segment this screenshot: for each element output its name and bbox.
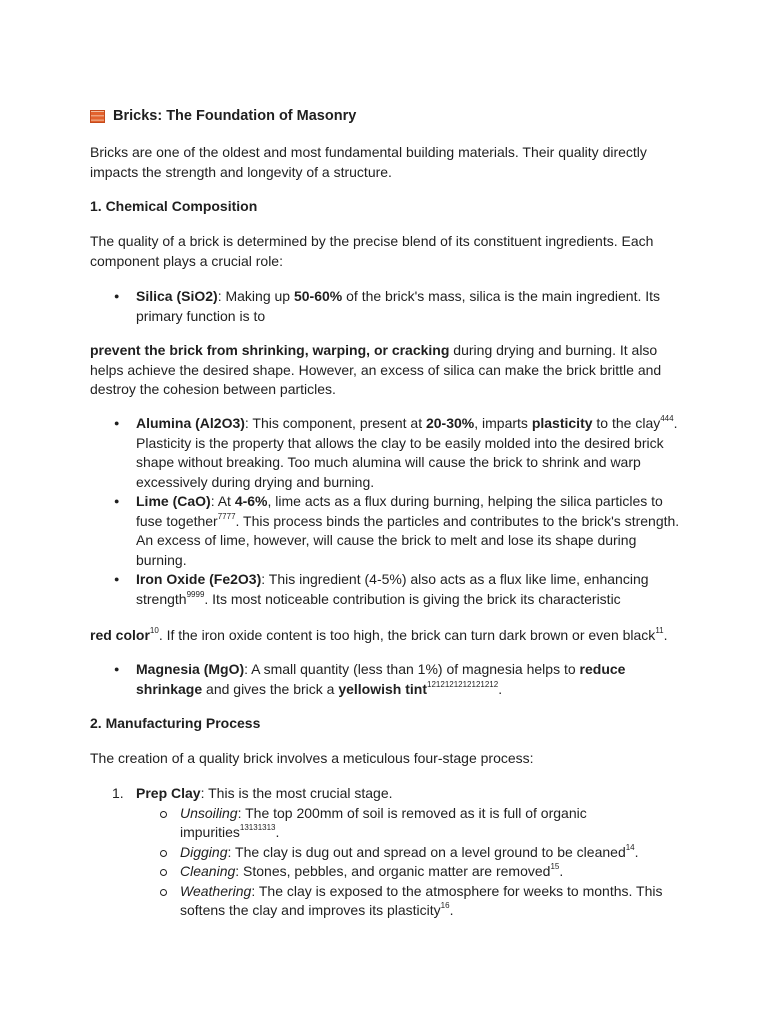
intro-paragraph: Bricks are one of the oldest and most fundamental building materials. Their quality directly impacts the strength and longevity of a structure.: [90, 144, 647, 180]
substep-text: : The clay is dug out and spread on a level ground to be cleaned: [227, 843, 626, 860]
page-title: [90, 107, 680, 127]
footnote-ref: 13131313: [239, 823, 276, 833]
alumina-text-4: . Plasticity is the property that allows the clay to be easily molded into the desired brick shape without breaking. Too much alumina will cause the brick to shrink and warp excessively during drying and burning.: [136, 415, 678, 490]
magnesia-text-2: and gives the brick a: [202, 680, 339, 697]
list-item-iron-oxide: [90, 570, 680, 609]
list-item-silica: [90, 287, 680, 326]
lime-name: Lime (CaO): [136, 493, 211, 509]
process-steps-list: [90, 784, 680, 921]
lime-text-1: : At: [210, 493, 235, 509]
composition-list: [90, 414, 680, 609]
list-item-alumina: [90, 414, 680, 492]
alumina-pct: 20-30%: [425, 415, 475, 431]
magnesia-keyword-1: reduce shrinkage: [136, 661, 626, 697]
substep-name: Weathering: [180, 882, 252, 899]
magnesia-text-1: : A small quantity (less than 1%) of magnesia helps to: [244, 661, 580, 677]
prep-clay-substeps: [136, 804, 680, 921]
footnote-ref: 14: [625, 842, 635, 852]
period: .: [498, 680, 503, 697]
list-item-lime: [90, 492, 680, 570]
silica-list: [90, 287, 680, 326]
section-heading-composition: 1. Chemical Composition: [90, 198, 258, 214]
substep-unsoiling: [136, 804, 680, 843]
iron-oxide-text-2: . Its most noticeable contribution is giving the brick its characteristic: [204, 590, 621, 607]
substep-text: : Stones, pebbles, and organic matter are removed: [235, 863, 551, 879]
alumina-text-2: , imparts: [474, 415, 532, 431]
lime-text-2: , lime acts as a flux during burning, helping the silica particles to fuse together: [136, 493, 663, 529]
red-color-phrase: red color: [90, 627, 150, 643]
lime-text-3: . This process binds the particles and contributes to the brick's strength. An excess of lime, however, will cause the brick to melt and lose its shape during burning.: [136, 512, 680, 568]
alumina-text-1: : This component, present at: [244, 415, 426, 431]
period: .: [663, 627, 668, 643]
footnote-ref: 444: [660, 414, 674, 424]
silica-continuation: [90, 341, 680, 400]
iron-oxide-name: Iron Oxide (Fe2O3): [136, 571, 262, 587]
silica-text-1: : Making up: [217, 288, 294, 304]
substep-weathering: [136, 882, 680, 921]
magnesia-keyword-2: yellowish tint: [338, 680, 428, 697]
footnote-ref: 1212121212121212: [427, 679, 499, 689]
iron-oxide-continuation-text: . If the iron oxide content is too high, the brick can turn dark brown or even black: [158, 627, 656, 643]
period: .: [449, 902, 454, 918]
alumina-text-3: to the clay: [592, 415, 661, 431]
composition-lead: The quality of a brick is determined by the precise blend of its constituent ingredients. Each component plays a crucial role:: [90, 233, 654, 269]
step-number: 1.: [112, 785, 124, 801]
list-item-prep-clay: [90, 784, 680, 921]
silica-text-2: of the brick's mass, silica is the main ingredient. Its primary function is to: [136, 288, 661, 324]
brick-icon: [90, 110, 105, 123]
step-name: Prep Clay: [136, 785, 201, 801]
manufacturing-lead: The creation of a quality brick involves a meticulous four-stage process:: [90, 750, 534, 766]
footnote-ref: 7777: [217, 511, 236, 521]
footnote-ref: 16: [440, 901, 450, 911]
substep-name: Cleaning: [180, 863, 236, 879]
iron-oxide-text-1: : This ingredient (4-5%) also acts as a flux like lime, enhancing strength: [136, 571, 649, 607]
substep-cleaning: [136, 862, 680, 882]
lime-pct: 4-6%: [234, 493, 268, 509]
silica-continuation-text: during drying and burning. It also helps achieve the desired shape. However, an excess of silica can make the brick brittle and destroy the cohesion between particles.: [90, 342, 662, 397]
substep-name: Unsoiling: [180, 804, 238, 821]
substep-digging: [136, 843, 680, 863]
silica-name: Silica (SiO2): [136, 288, 218, 304]
iron-oxide-continuation: [90, 626, 680, 646]
magnesia-name: Magnesia (MgO): [136, 661, 245, 677]
period: .: [634, 843, 639, 860]
alumina-name: Alumina (Al2O3): [136, 415, 245, 431]
magnesia-list: [90, 660, 680, 699]
period: .: [275, 824, 280, 840]
section-heading-manufacturing: 2. Manufacturing Process: [90, 715, 261, 731]
footnote-ref: 15: [550, 862, 560, 872]
substep-text: : The clay is exposed to the atmosphere for weeks to months. This softens the clay and improves its plasticity: [180, 882, 663, 918]
footnote-ref: 9999: [186, 589, 205, 599]
alumina-keyword: plasticity: [531, 415, 593, 431]
substep-name: Digging: [180, 843, 228, 860]
substep-text: : The top 200mm of soil is removed as it is full of organic impurities: [180, 804, 587, 840]
list-item-magnesia: [90, 660, 680, 699]
footnote-ref: 11: [655, 626, 664, 636]
step-text: : This is the most crucial stage.: [200, 785, 393, 801]
title-text: Bricks: The Foundation of Masonry: [113, 108, 357, 124]
silica-bold-phrase: prevent the brick from shrinking, warping, or cracking: [90, 342, 450, 358]
footnote-ref: 10: [149, 626, 159, 636]
period: .: [559, 863, 564, 879]
silica-pct: 50-60%: [293, 288, 343, 304]
